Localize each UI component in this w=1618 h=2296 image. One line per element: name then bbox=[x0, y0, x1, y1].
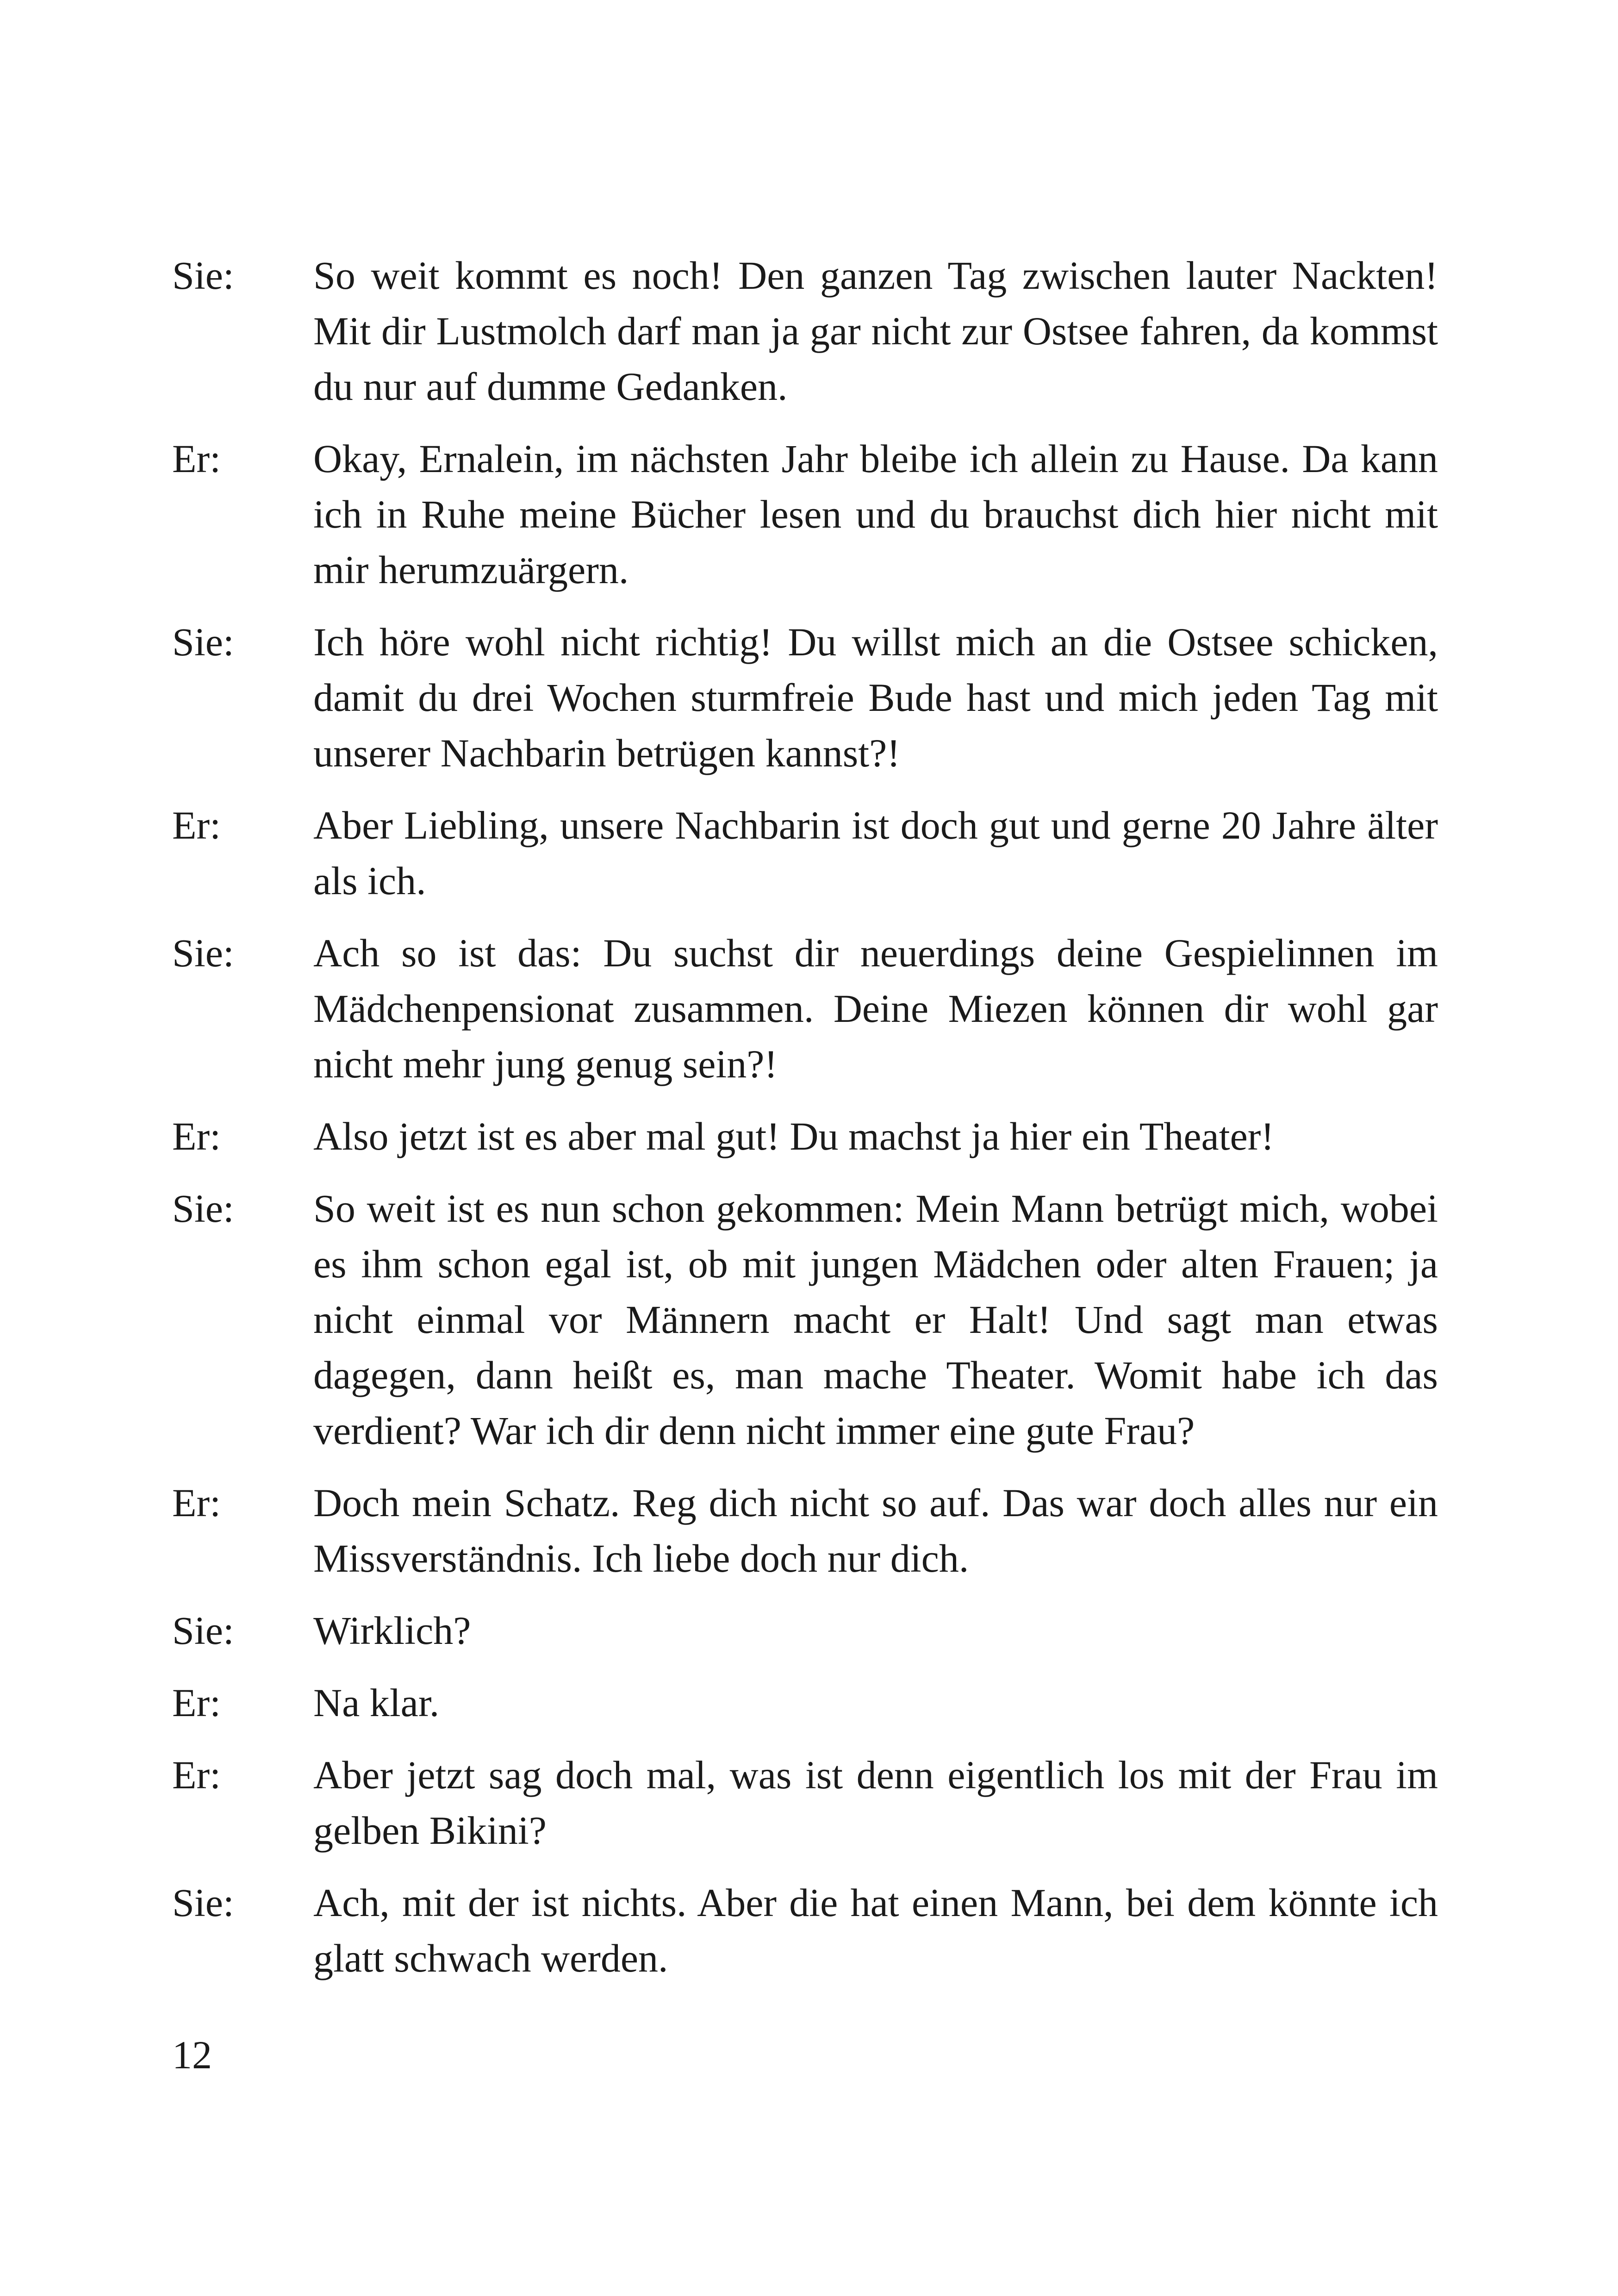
dialogue-entry bbox=[172, 1675, 1438, 1730]
dialogue-entry bbox=[172, 1747, 1438, 1858]
dialogue-line: Okay, Ernalein, im nächsten Jahr bleibe ich allein zu Hause. Da kann ich in Ruhe meine Bücher lesen und du brauchst dich hier nicht mit mir herumzuärgern. bbox=[313, 436, 1438, 592]
dialogue-line: Ach, mit der ist nichts. Aber die hat einen Mann, bei dem könnte ich glatt schwach werden. bbox=[313, 1880, 1438, 1980]
speaker-label: Sie: bbox=[172, 620, 234, 664]
page-number: 12 bbox=[172, 2033, 212, 2077]
dialogue-entry bbox=[172, 797, 1438, 908]
dialogue-entry bbox=[172, 431, 1438, 597]
speaker-label: Sie: bbox=[172, 931, 234, 975]
dialogue-line: Aber Liebling, unsere Nachbarin ist doch gut und gerne 20 Jahre älter als ich. bbox=[313, 803, 1438, 903]
dialogue-line: Na klar. bbox=[313, 1680, 440, 1725]
dialogue-entry bbox=[172, 248, 1438, 414]
dialogue-line: Doch mein Schatz. Reg dich nicht so auf. Das war doch alles nur ein Missverständnis. Ich liebe doch nur dich. bbox=[313, 1481, 1438, 1580]
dialogue-line: So weit kommt es noch! Den ganzen Tag zwischen lauter Nackten! Mit dir Lustmolch darf man ja gar nicht zur Ostsee fahren, da kommst du nur auf dumme Gedanken. bbox=[313, 253, 1438, 409]
speaker-label: Er: bbox=[172, 1753, 221, 1797]
dialogue-entry bbox=[172, 925, 1438, 1092]
speaker-label: Er: bbox=[172, 1680, 221, 1725]
speaker-label: Er: bbox=[172, 436, 221, 481]
dialogue-line: Ich höre wohl nicht richtig! Du willst mich an die Ostsee schicken, damit du drei Wochen sturmfreie Bude hast und mich jeden Tag mit unserer Nachbarin betrügen kannst?! bbox=[313, 620, 1438, 775]
speaker-label: Er: bbox=[172, 1481, 221, 1525]
dialogue-entry bbox=[172, 614, 1438, 781]
speaker-label: Er: bbox=[172, 803, 221, 847]
dialogue-entry bbox=[172, 1603, 1438, 1658]
speaker-label: Sie: bbox=[172, 1608, 234, 1653]
dialogue-entry bbox=[172, 1875, 1438, 1986]
dialogue-line: So weit ist es nun schon gekommen: Mein Mann betrügt mich, wobei es ihm schon egal ist, ob mit jungen Mädchen oder alten Frauen; ja nicht einmal vor Männern macht er Halt! Und sagt man etwas dagegen, dann heißt es, man mache Theater. Womit habe ich das verdient? War ich dir denn nicht immer eine gute Frau? bbox=[313, 1186, 1438, 1453]
dialogue-entry bbox=[172, 1181, 1438, 1458]
dialogue-block bbox=[172, 248, 1438, 2003]
speaker-label: Sie: bbox=[172, 253, 234, 298]
dialogue-line: Ach so ist das: Du suchst dir neuerdings deine Gespielinnen im Mädchenpensionat zusammen. Deine Miezen können dir wohl gar nicht mehr jung genug sein?! bbox=[313, 931, 1438, 1086]
speaker-label: Er: bbox=[172, 1114, 221, 1158]
dialogue-entry bbox=[172, 1475, 1438, 1586]
speaker-label: Sie: bbox=[172, 1880, 234, 1925]
speaker-label: Sie: bbox=[172, 1186, 234, 1231]
dialogue-entry bbox=[172, 1108, 1438, 1164]
dialogue-line: Wirklich? bbox=[313, 1608, 471, 1653]
dialogue-line: Also jetzt ist es aber mal gut! Du machst ja hier ein Theater! bbox=[313, 1114, 1275, 1158]
dialogue-line: Aber jetzt sag doch mal, was ist denn eigentlich los mit der Frau im gelben Bikini? bbox=[313, 1753, 1438, 1853]
